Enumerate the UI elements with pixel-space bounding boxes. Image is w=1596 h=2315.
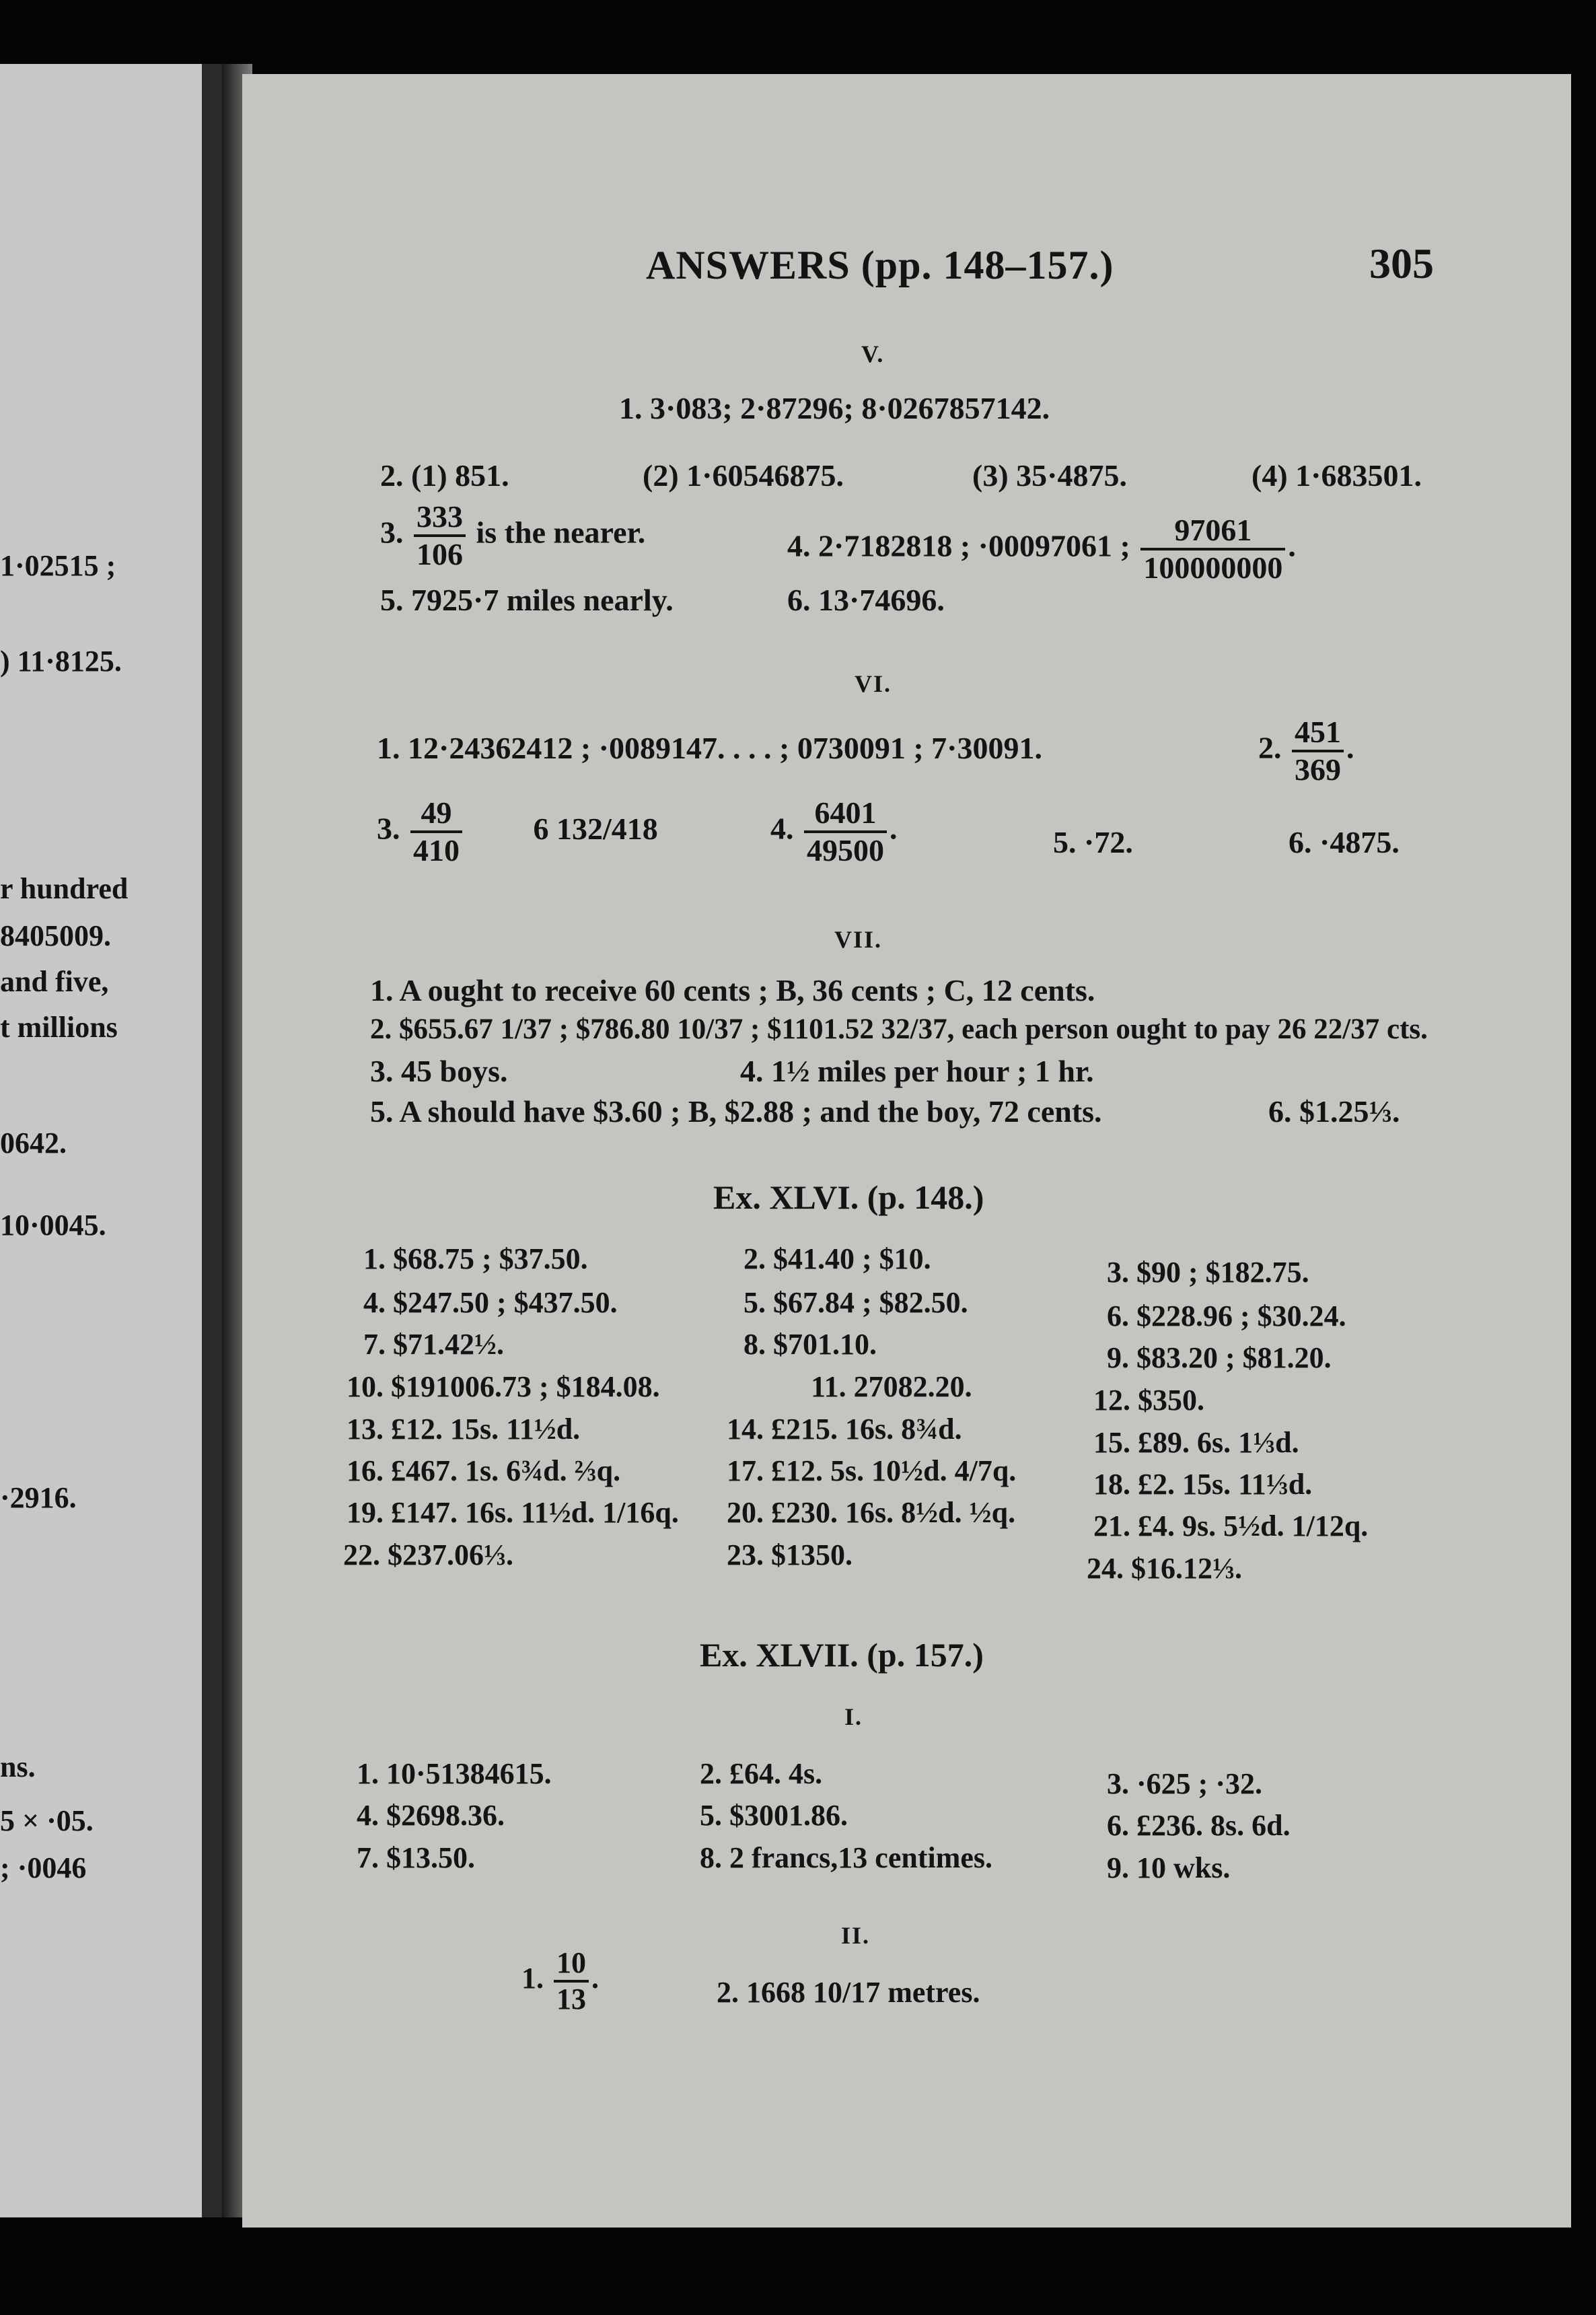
running-header: ANSWERS (pp. 148–157.) [646,243,1114,287]
fraction [1292,717,1344,785]
answer-line: 5. A should have $3.60 ; B, $2.88 ; and the boy, 72 cents. [370,1094,1102,1129]
answer-item: 12. $350. [1093,1384,1204,1417]
answer-line: 1. A ought to receive 60 cents ; B, 36 cents ; C, 12 cents. [370,973,1095,1007]
answer-item: 7. $13.50. [357,1841,475,1874]
answer-line: 3. 45 boys. [370,1054,508,1088]
answer-item [377,797,658,866]
numerator: 451 [1292,717,1344,752]
left-text-line: and five, [0,965,109,998]
left-text-line: 10·0045. [0,1209,106,1242]
answer-item: 2. £64. 4s. [700,1757,823,1790]
answer-item: 4. $2698.36. [357,1799,505,1832]
answer-item: 8. 2 francs,13 centimes. [700,1841,993,1874]
answer-item: 22. $237.06⅓. [343,1538,513,1571]
item-number: 2. [1258,730,1282,765]
section-label: V. [861,341,885,367]
left-text-line: r hundred [0,872,129,905]
fraction [804,797,887,866]
answer-item: 13. £12. 15s. 11½d. [347,1413,581,1446]
answer-item: 9. $83.20 ; $81.20. [1107,1341,1332,1374]
answer-item [380,501,645,570]
denominator: 49500 [807,833,884,867]
denominator: 100000000 [1143,550,1283,585]
numerator: 333 [414,501,466,537]
section-label: II. [841,1922,871,1949]
answer-item: 3. ·625 ; ·32. [1107,1767,1262,1800]
answer-item: (2) 1·60546875. [643,458,844,493]
answer-item: 7. $71.42½. [363,1328,504,1361]
fraction [1140,515,1285,583]
item-text: 4. 2·7182818 ; ·00097061 ; [787,528,1130,563]
item-number: 3. [377,811,400,846]
fraction [414,501,466,570]
answer-item: 8. $701.10. [743,1328,877,1361]
left-text-line: ·2916. [0,1481,77,1514]
answer-item: 5. $3001.86. [700,1799,848,1832]
section-label: VI. [855,670,892,697]
answer-item: 2. (1) 851. [380,458,509,493]
exercise-heading: Ex. XLVI. (p. 148.) [713,1178,984,1216]
numerator: 10 [554,1948,589,1983]
answer-line: 1. 3·083; 2·87296; 8·0267857142. [619,391,1050,425]
left-text-line: ns. [0,1750,36,1783]
answer-item: 14. £215. 16s. 8¾d. [727,1413,962,1446]
left-page-fragment [0,64,222,2217]
section-label: VII. [834,926,883,953]
answer-item: (4) 1·683501. [1252,458,1422,493]
answer-item: 3. $90 ; $182.75. [1107,1256,1309,1289]
answer-item: 4. $\frac{6401}{49500}$ . [770,795,898,867]
answer-item: 18. £2. 15s. 11⅓d. [1093,1468,1313,1501]
denominator: 106 [416,537,463,571]
answer-item: 6. $228.96 ; $30.24. [1107,1299,1346,1332]
fraction [554,1948,589,2014]
answer-item: 24. $16.12⅓. [1087,1552,1242,1585]
answer-line: 1. 12·24362412 ; ·0089147. . . . ; 0730091 ; 7·30091. [377,731,1042,765]
item-text: is the nearer. [476,515,646,550]
item-number: 3. [380,515,404,550]
answer-item: 4. 2·7182818 ; ·00097061 ; $\frac{97061}{100000000}$ . [787,513,1296,585]
answer-item: 2. $41.40 ; $10. [743,1242,931,1275]
answer-item: 6. 13·74696. [787,583,945,617]
answer-item: 5. ·72. [1053,825,1133,859]
answer-item: 6. £236. 8s. 6d. [1107,1809,1291,1842]
denominator: 369 [1295,752,1341,787]
numerator: 6401 [804,797,887,833]
answer-item: 15. £89. 6s. 1⅓d. [1093,1426,1299,1459]
answer-item: 1. 10·51384615. [357,1757,552,1790]
item-number: 1. [521,1962,544,1995]
numerator: 97061 [1140,515,1285,550]
numerator: 49 [410,797,462,833]
answer-item: (3) 35·4875. [972,458,1127,493]
left-text-line: ) 11·8125. [0,645,122,678]
left-text-line: 5 × ·05. [0,1804,94,1837]
exercise-heading: Ex. XLVII. (p. 157.) [700,1636,984,1674]
answer-line: 6. $1.25⅓. [1268,1094,1400,1129]
left-text-line: t millions [0,1011,118,1044]
right-page [242,74,1571,2228]
answer-line: 4. 1½ miles per hour ; 1 hr. [740,1054,1094,1088]
denominator: 410 [413,833,460,867]
answer-item: 2. 1668 10/17 metres. [717,1976,980,2009]
answer-item: 20. £230. 16s. 8½d. ½q. [727,1496,1016,1529]
fraction [410,797,462,866]
answer-item: 23. $1350. [727,1538,853,1571]
answer-item: 2. $\frac{451}{369}$ . [1258,715,1354,787]
section-label: I. [844,1703,863,1730]
left-text-line: 1·02515 ; [0,549,116,582]
item-number: 4. [770,811,794,846]
answer-item: 6. ·4875. [1289,825,1400,859]
page-number: 305 [1369,240,1434,287]
answer-item: 1. $\frac{10}{13}$ . [521,1946,599,2016]
answer-line: 2. $655.67 1/37 ; $786.80 10/37 ; $1101.52 32/37, each person ought to pay 26 22/37 cts. [370,1013,1428,1045]
mixed-number: 6 132/418 [533,811,658,846]
answer-item: 1. $68.75 ; $37.50. [363,1242,588,1275]
denominator: 13 [556,1983,586,2016]
answer-item: 4. $247.50 ; $437.50. [363,1286,618,1319]
answer-item: 21. £4. 9s. 5½d. 1/12q. [1093,1509,1369,1542]
left-text-line: 8405009. [0,919,111,952]
answer-item: 5. 7925·7 miles nearly. [380,583,674,617]
answer-item: 19. £147. 16s. 11½d. 1/16q. [347,1496,679,1529]
answer-item: 17. £12. 5s. 10½d. 4/7q. [727,1454,1017,1487]
left-text-line: ; ·0046 [0,1851,87,1884]
answer-item: 10. $191006.73 ; $184.08. [347,1370,660,1403]
answer-item: 9. 10 wks. [1107,1851,1231,1884]
answer-item: 16. £467. 1s. 6¾d. ⅔q. [347,1454,621,1487]
left-text-line: 0642. [0,1127,67,1160]
answer-item: 5. $67.84 ; $82.50. [743,1286,968,1319]
answer-item: 11. 27082.20. [811,1370,972,1403]
